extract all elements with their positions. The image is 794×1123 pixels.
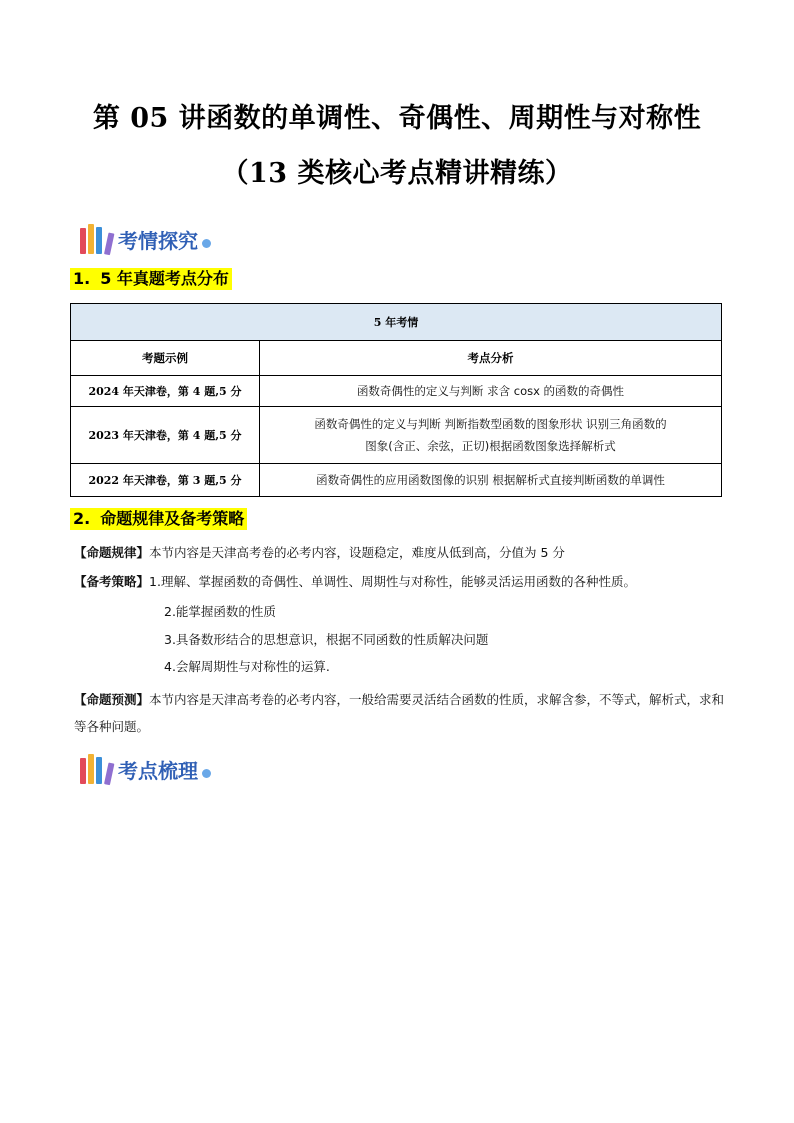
dot-icon: [202, 239, 211, 248]
dot-icon: [202, 769, 211, 778]
books-icon: [80, 224, 112, 254]
strategy-label: 【备考策略】: [74, 574, 150, 589]
table-cell-analysis: 函数奇偶性的应用函数图像的识别 根据解析式直接判断函数的单调性: [260, 464, 722, 497]
section-label: 考情探究: [118, 228, 198, 253]
strategy-item: 2.能掌握函数的性质: [164, 604, 276, 619]
forecast-paragraph: [74, 686, 734, 740]
heading-number: 1.: [73, 269, 91, 288]
table-row: [71, 407, 722, 464]
heading-patterns-strategy: [70, 508, 247, 530]
rules-text: 本节内容是天津高考卷的必考内容，设题稳定，难度从低到高，分值为 5 分: [149, 545, 565, 560]
column-header-analysis: 考点分析: [260, 341, 722, 376]
strategy-item: 3.具备数形结合的思想意识，根据不同函数的性质解决问题: [164, 632, 489, 647]
table-cell-analysis: 函数奇偶性的定义与判断 求含 cosx 的函数的奇偶性: [260, 376, 722, 407]
table-cell-year: 2023 年天津卷，第 4 题,5 分: [71, 407, 260, 464]
rules-paragraph: [74, 543, 734, 563]
analysis-line: 图象(含正、余弦，正切)根据函数图象选择解析式: [365, 439, 616, 453]
table-title: 5 年考情: [71, 304, 722, 341]
heading-five-year-distribution: [70, 268, 232, 290]
books-icon: [80, 754, 112, 784]
heading-text: 命题规律及备考策略: [100, 509, 245, 528]
table-row: [71, 376, 722, 407]
section-label: 考点梳理: [118, 758, 198, 783]
table-cell-year: 2022 年天津卷，第 3 题,5 分: [71, 464, 260, 497]
table-row: [71, 464, 722, 497]
column-header-example: 考题示例: [71, 341, 260, 376]
section-header-key-points: [80, 752, 211, 786]
forecast-label: 【命题预测】: [74, 692, 150, 707]
heading-text: 5 年真题考点分布: [100, 269, 229, 288]
page-title: 第 05 讲函数的单调性、奇偶性、周期性与对称性: [92, 103, 702, 134]
analysis-line: 函数奇偶性的定义与判断 判断指数型函数的图象形状 识别三角函数的: [314, 417, 667, 431]
rules-label: 【命题规律】: [74, 545, 150, 560]
section-header-exam-analysis: [80, 222, 211, 256]
strategy-item: 1.理解、掌握函数的奇偶性、单调性、周期性与对称性，能够灵活运用函数的各种性质。: [149, 574, 636, 589]
table-cell-analysis: [260, 407, 722, 464]
forecast-text: 本节内容是天津高考卷的必考内容，一般给需要灵活结合函数的性质，求解含参，不等式，解析式，求和等各种问题。: [74, 692, 725, 734]
exam-table: [70, 303, 722, 497]
strategy-item: 4.会解周期性与对称性的运算.: [164, 659, 330, 674]
strategy-paragraph: [74, 572, 734, 592]
heading-number: 2.: [73, 509, 91, 528]
table-cell-year: 2024 年天津卷，第 4 题,5 分: [71, 376, 260, 407]
page-subtitle: （13 类核心考点精讲精练）: [221, 158, 573, 189]
